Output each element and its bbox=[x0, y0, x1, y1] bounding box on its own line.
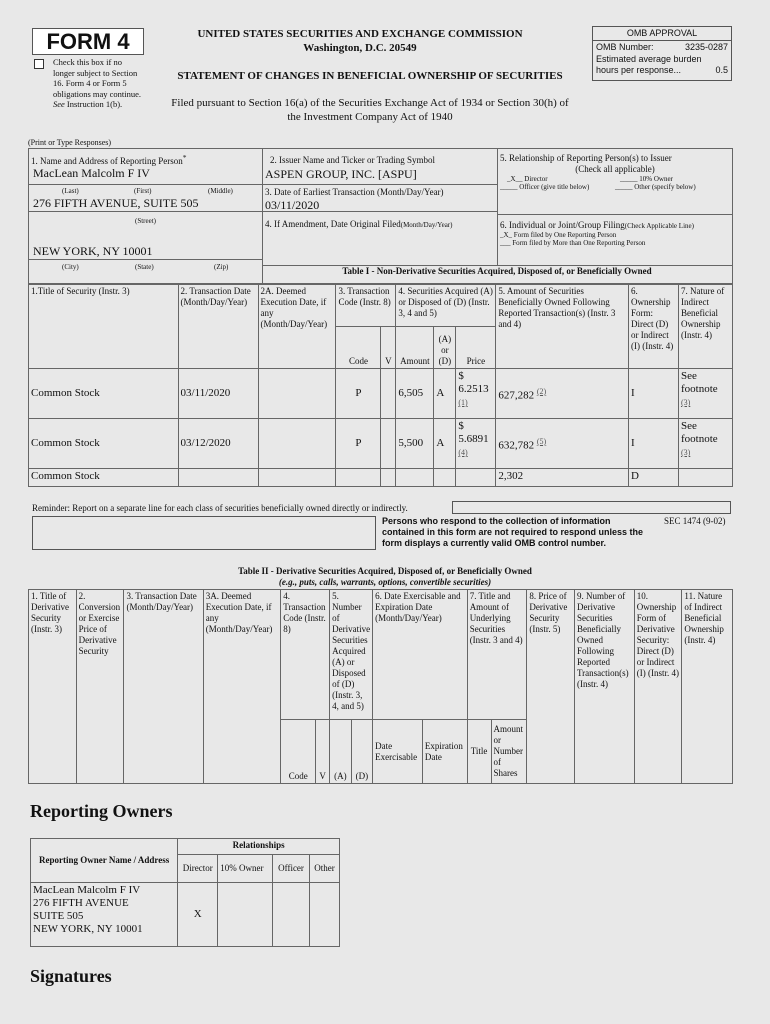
t2-sub-a: (A) bbox=[330, 720, 351, 784]
t1-cell-v bbox=[381, 419, 396, 469]
t2-sub-d: (D) bbox=[351, 720, 373, 784]
t1-h-nature: 7. Nature of Indirect Beneficial Ownership (Instr. 4) bbox=[678, 285, 732, 369]
t1-cell-deemed bbox=[258, 469, 336, 487]
earliest-date-label: 3. Date of Earliest Transaction (Month/Day/Year) bbox=[265, 187, 444, 197]
t2-h-nature: 11. Nature of Indirect Beneficial Ownership (Instr. 4) bbox=[682, 590, 733, 784]
t2-sub-exercisable: Date Exercisable bbox=[373, 720, 423, 784]
t1-cell-price: $ 6.2513 (1) bbox=[456, 369, 496, 419]
t2-h-form: 10. Ownership Form of Derivative Security: Direct (D) or Indirect (I) (Instr. 4) bbox=[634, 590, 682, 784]
print-type: (Print or Type Responses) bbox=[28, 138, 112, 147]
t1-cell-title: Common Stock bbox=[29, 419, 179, 469]
t1-cell-price: $ 5.6891 (4) bbox=[456, 419, 496, 469]
owner-10-owner-cell bbox=[218, 883, 273, 947]
t1-cell-ad bbox=[434, 469, 456, 487]
t1-h-code: 3. Transaction Code (Instr. 8) bbox=[336, 285, 396, 327]
t1-cell-code: P bbox=[336, 369, 381, 419]
footnote-link[interactable]: (3) bbox=[680, 448, 691, 457]
form-title-box bbox=[32, 28, 144, 55]
table-row bbox=[31, 883, 340, 947]
table-row bbox=[29, 469, 733, 487]
owner-director-mark: X bbox=[178, 883, 218, 947]
t2-sub-code: Code bbox=[281, 720, 316, 784]
t1-sub-ad: (A) or (D) bbox=[434, 327, 456, 369]
label-first: (First) bbox=[134, 187, 152, 195]
t1-cell-owned: 2,302 bbox=[496, 469, 629, 487]
blank-box bbox=[32, 516, 376, 550]
t1-h-acquired: 4. Securities Acquired (A) or Disposed of (D) (Instr. 3, 4 and 5) bbox=[396, 285, 496, 327]
t1-h-title: 1.Title of Security (Instr. 3) bbox=[29, 285, 179, 369]
sec-number: SEC 1474 (9-02) bbox=[664, 516, 726, 526]
t1-cell-date: 03/12/2020 bbox=[178, 419, 258, 469]
issuer-label: 2. Issuer Name and Ticker or Trading Symbol bbox=[270, 155, 435, 165]
t1-cell-nature: See footnote (3) bbox=[678, 419, 732, 469]
statement-title: STATEMENT OF CHANGES IN BENEFICIAL OWNERSHIP OF SECURITIES bbox=[177, 70, 563, 82]
owners-col-officer: Officer bbox=[273, 855, 310, 883]
footnote-link[interactable]: (5) bbox=[536, 436, 547, 446]
table1-title: Table I - Non-Derivative Securities Acquired, Disposed of, or Beneficially Owned bbox=[342, 266, 652, 276]
filing-one: _X_ Form filed by One Reporting Person bbox=[500, 231, 617, 239]
table2-subtitle: (e.g., puts, calls, warrants, options, convertible securities) bbox=[278, 577, 492, 587]
t1-cell-deemed bbox=[258, 419, 336, 469]
t1-cell-form: D bbox=[629, 469, 679, 487]
footnote-link[interactable]: (3) bbox=[680, 398, 691, 407]
owners-col-relationships: Relationships bbox=[178, 839, 340, 855]
t2-h-date: 3. Transaction Date (Month/Day/Year) bbox=[124, 590, 203, 784]
t2-h-deemed: 3A. Deemed Execution Date, if any (Month/Day/Year) bbox=[203, 590, 280, 784]
filing-label: 6. Individual or Joint/Group Filing(Check Applicable Line) bbox=[500, 220, 694, 230]
table-row bbox=[29, 369, 733, 419]
reminder-text: Reminder: Report on a separate line for each class of securities beneficially owned directly or indirectly. bbox=[32, 503, 408, 513]
t1-h-date: 2. Transaction Date (Month/Day/Year) bbox=[178, 285, 258, 369]
t2-sub-expiration: Expiration Date bbox=[422, 720, 467, 784]
t1-sub-code: Code bbox=[336, 327, 381, 369]
owner-officer-cell bbox=[273, 883, 310, 947]
filed-pursuant-2: the Investment Company Act of 1940 bbox=[287, 111, 453, 123]
t1-cell-nature bbox=[678, 469, 732, 487]
t1-sub-v: V bbox=[381, 327, 396, 369]
t2-h-underlying: 7. Title and Amount of Underlying Securities (Instr. 3 and 4) bbox=[467, 590, 527, 720]
label-zip: (Zip) bbox=[214, 263, 229, 271]
issuer-name: ASPEN GROUP, INC. [ASPU] bbox=[265, 167, 417, 181]
owners-col-director: Director bbox=[178, 855, 218, 883]
owners-col-name: Reporting Owner Name / Address bbox=[31, 839, 178, 883]
t1-cell-title: Common Stock bbox=[29, 369, 179, 419]
t1-cell-v bbox=[381, 469, 396, 487]
t1-cell-v bbox=[381, 369, 396, 419]
t1-cell-nature: See footnote (3) bbox=[678, 369, 732, 419]
t1-cell-amount bbox=[396, 469, 434, 487]
owners-col-other: Other bbox=[310, 855, 340, 883]
t2-sub-amount: Amount or Number of Shares bbox=[491, 720, 527, 784]
t1-cell-code: P bbox=[336, 419, 381, 469]
reporting-person-label: 1. Name and Address of Reporting Person* bbox=[31, 153, 187, 166]
derivative-table bbox=[28, 589, 733, 784]
t2-h-title: 1. Title of Derivative Security (Instr. 3) bbox=[29, 590, 77, 784]
footnote-link[interactable]: (4) bbox=[458, 448, 468, 457]
t1-h-form: 6. Ownership Form: Direct (D) or Indirect (I) (Instr. 4) bbox=[629, 285, 679, 369]
reporting-owners-table bbox=[30, 838, 340, 947]
t1-cell-code bbox=[336, 469, 381, 487]
t1-cell-amount: 5,500 bbox=[396, 419, 434, 469]
t1-cell-form: I bbox=[629, 369, 679, 419]
table-row bbox=[29, 419, 733, 469]
t1-cell-owned: 632,782 $^{(5)}$ bbox=[496, 419, 629, 469]
label-city: (City) bbox=[62, 263, 79, 271]
relationship-officer: _____ Officer (give title below) bbox=[500, 183, 590, 191]
footnote-link[interactable]: (1) bbox=[458, 398, 468, 407]
amendment-label: 4. If Amendment, Date Original Filed(Month/Day/Year) bbox=[265, 219, 453, 229]
reporting-person-name: MacLean Malcolm F IV bbox=[33, 166, 150, 180]
t2-h-code: 4. Transaction Code (Instr. 8) bbox=[281, 590, 330, 720]
t2-h-owned: 9. Number of Derivative Securities Beneficially Owned Following Reported Transaction(s) (Instr. 4) bbox=[574, 590, 634, 784]
reporting-owners-heading: Reporting Owners bbox=[30, 801, 173, 821]
non-derivative-table bbox=[28, 284, 733, 487]
t2-h-exercisable: 6. Date Exercisable and Expiration Date (Month/Day/Year) bbox=[373, 590, 468, 720]
t1-cell-date: 03/11/2020 bbox=[178, 369, 258, 419]
t2-h-conversion: 2. Conversion or Exercise Price of Derivative Security bbox=[76, 590, 124, 784]
t2-h-price: 8. Price of Derivative Security (Instr. 5) bbox=[527, 590, 575, 784]
label-state: (State) bbox=[135, 263, 154, 271]
t2-h-number: 5. Number of Derivative Securities Acquired (A) or Disposed of (D) (Instr. 3, 4, and 5) bbox=[330, 590, 373, 720]
t1-cell-ad: A bbox=[434, 419, 456, 469]
owners-col-10-owner: 10% Owner bbox=[218, 855, 273, 883]
reminder-box bbox=[452, 501, 731, 514]
label-street: (Street) bbox=[135, 217, 156, 225]
omb-title: OMB APPROVAL bbox=[593, 27, 731, 41]
t1-cell-date bbox=[178, 469, 258, 487]
table2-title: Table II - Derivative Securities Acquired, Disposed of, or Beneficially Owned bbox=[238, 566, 532, 576]
filed-pursuant: Filed pursuant to Section 16(a) of the Securities Exchange Act of 1934 or Section 30(h) of bbox=[171, 97, 569, 109]
t1-sub-price: Price bbox=[456, 327, 496, 369]
t1-cell-form: I bbox=[629, 419, 679, 469]
relationship-10-owner: _____ 10% Owner bbox=[620, 175, 673, 183]
t2-sub-title: Title bbox=[467, 720, 491, 784]
owner-other-cell bbox=[310, 883, 340, 947]
t1-cell-price bbox=[456, 469, 496, 487]
relationship-other: _____ Other (specify below) bbox=[615, 183, 696, 191]
t1-h-owned: 5. Amount of Securities Beneficially Owned Following Reported Transaction(s) (Instr. 3 and 4) bbox=[496, 285, 629, 369]
agency-name: UNITED STATES SECURITIES AND EXCHANGE COMMISSION bbox=[197, 28, 523, 40]
signatures-heading: Signatures bbox=[30, 966, 112, 986]
reporting-person-address: 276 FIFTH AVENUE, SUITE 505 bbox=[33, 196, 199, 210]
owner-name-address: MacLean Malcolm F IV 276 FIFTH AVENUE SUITE 505 NEW YORK, NY 10001 bbox=[31, 883, 178, 947]
filing-more: ___ Form filed by More than One Reporting Person bbox=[500, 239, 646, 247]
label-last: (Last) bbox=[62, 187, 79, 195]
relationship-sub: (Check all applicable) bbox=[575, 164, 655, 174]
no-longer-subject-checkbox[interactable] bbox=[34, 59, 44, 69]
omb-number-row: OMB Number: 3235-0287 bbox=[596, 42, 728, 52]
t1-cell-deemed bbox=[258, 369, 336, 419]
t1-cell-ad: A bbox=[434, 369, 456, 419]
relationship-director: _X__ Director bbox=[507, 175, 548, 183]
earliest-date: 03/11/2020 bbox=[265, 198, 320, 212]
t1-cell-amount: 6,505 bbox=[396, 369, 434, 419]
respond-notice: Persons who respond to the collection of information contained in this form are not required to respond unless the form displays a currently valid OMB control number. bbox=[382, 516, 644, 548]
reporting-person-city: NEW YORK, NY 10001 bbox=[33, 244, 153, 258]
omb-hours-row: hours per response... 0.5 bbox=[596, 65, 728, 75]
footnote-link[interactable]: (2) bbox=[536, 386, 547, 396]
agency-location: Washington, D.C. 20549 bbox=[303, 42, 417, 54]
t1-cell-owned: 627,282 $^{(2)}$ bbox=[496, 369, 629, 419]
omb-approval-box bbox=[592, 26, 732, 81]
checkbox-text: Check this box if no longer subject to Section 16. Form 4 or Form 5 obligations may continue. See Instruction 1(b). bbox=[53, 57, 142, 109]
t1-cell-title: Common Stock bbox=[29, 469, 179, 487]
t1-h-deemed: 2A. Deemed Execution Date, if any (Month/Day/Year) bbox=[258, 285, 336, 369]
t2-sub-v: V bbox=[316, 720, 330, 784]
form-title: FORM 4 bbox=[46, 29, 130, 54]
relationship-label: 5. Relationship of Reporting Person(s) to Issuer bbox=[500, 153, 672, 163]
t1-sub-amount: Amount bbox=[396, 327, 434, 369]
omb-burden: Estimated average burden bbox=[596, 54, 702, 64]
label-middle: (Middle) bbox=[208, 187, 233, 195]
